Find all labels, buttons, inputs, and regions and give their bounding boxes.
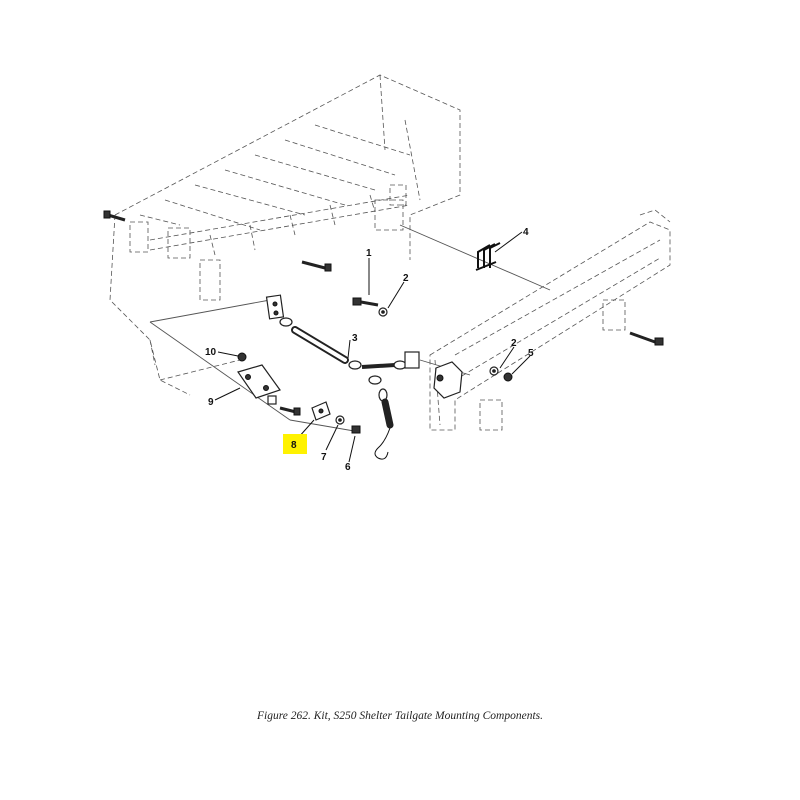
- screw-1: [353, 298, 378, 305]
- nut-10: [238, 353, 246, 361]
- washer-7: [336, 416, 344, 424]
- bolt-lower-left: [280, 408, 300, 415]
- callout-7: 7: [321, 452, 327, 463]
- hook-bracket-4: [476, 243, 500, 270]
- callout-2-upper: 2: [403, 273, 409, 284]
- nut-5: [504, 373, 512, 381]
- callout-5: 5: [528, 348, 534, 359]
- figure-caption: Figure 262. Kit, S250 Shelter Tailgate Mounting Components.: [256, 710, 543, 722]
- shelter-body-outline: [110, 75, 460, 395]
- callout-2-lower: 2: [511, 338, 517, 349]
- callout-10: 10: [205, 347, 217, 358]
- screw-6: [352, 426, 360, 433]
- callout-1: 1: [366, 248, 372, 259]
- hook-chain: [369, 376, 390, 459]
- callout-3: 3: [352, 333, 358, 344]
- callout-4: 4: [523, 227, 529, 238]
- hinge-bracket-upper: [267, 295, 284, 319]
- tailgate-hinge-block: [434, 362, 462, 398]
- tailgate-outline: [430, 210, 670, 430]
- bolt-left-mid: [302, 262, 331, 271]
- bolt-right: [630, 333, 663, 345]
- bracket-8: [312, 402, 330, 420]
- washer-2-upper: [379, 308, 387, 316]
- callout-9: 9: [208, 397, 214, 408]
- callout-8: 8: [291, 440, 297, 451]
- washer-2-lower: [490, 367, 498, 375]
- callout-6: 6: [345, 462, 351, 473]
